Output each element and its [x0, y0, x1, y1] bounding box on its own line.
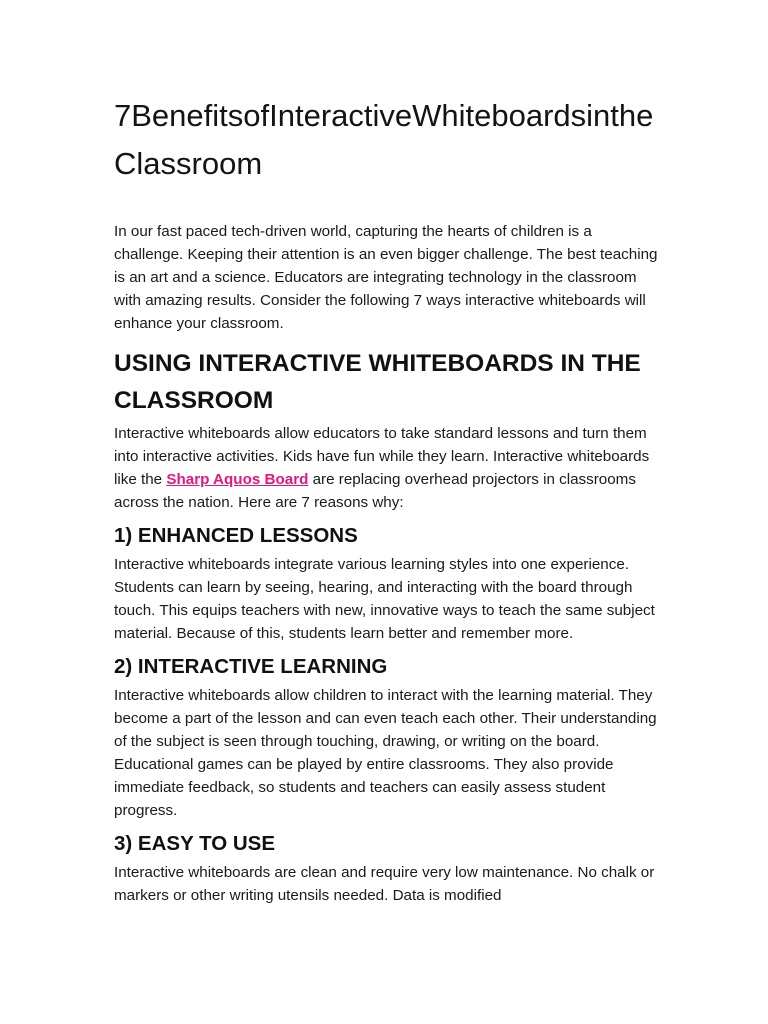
section-paragraph-interactive-learning: Interactive whiteboards allow children to interact with the learning material. They become a part of the lesson and can even teach each other. Their understanding of the subject is seen through touching, drawing, or writing on the board. Educational games can be played by entire classrooms. They also provide immediate feedback, so students and teachers can easily assess student progress. [114, 687, 657, 819]
section-heading-easy-to-use: 3) EASY TO USE [114, 832, 276, 855]
section-paragraph-easy-to-use: Interactive whiteboards are clean and require very low maintenance. No chalk or markers or other writing utensils needed. Data is modified [114, 864, 655, 904]
section-heading-main: USING INTERACTIVE WHITEBOARDS IN THE CLASSROOM [114, 350, 641, 414]
intro-paragraph: In our fast paced tech-driven world, capturing the hearts of children is a challenge. Keeping their attention is an even bigger challenge. The best teaching is an art and a science. Educators are integrating technology in the classroom with amazing results. Consider the following 7 ways interactive whiteboards will enhance your classroom. [114, 223, 658, 332]
section-heading-enhanced-lessons: 1) ENHANCED LESSONS [114, 524, 358, 547]
section-heading-interactive-learning: 2) INTERACTIVE LEARNING [114, 655, 388, 678]
document-page [114, 92, 660, 907]
sharp-aquos-board-link[interactable]: Sharp Aquos Board [166, 471, 309, 488]
main-section-paragraph [114, 422, 660, 514]
main-text-after-link: are replacing overhead projectors in classrooms across the nation. Here are 7 reasons why: [114, 471, 636, 511]
document-title: 7BenefitsofInteractiveWhiteboardsintheClassroom [114, 98, 654, 181]
section-paragraph-enhanced-lessons: Interactive whiteboards integrate various learning styles into one experience. Students can learn by seeing, hearing, and interacting with the board through touch. This equips teachers with new, innovative ways to teach the same subject material. Because of this, students learn better and remember more. [114, 556, 655, 642]
main-text-before-link: Interactive whiteboards allow educators to take standard lessons and turn them into interactive activities. Kids have fun while they learn. Interactive whiteboards like the [114, 425, 650, 488]
